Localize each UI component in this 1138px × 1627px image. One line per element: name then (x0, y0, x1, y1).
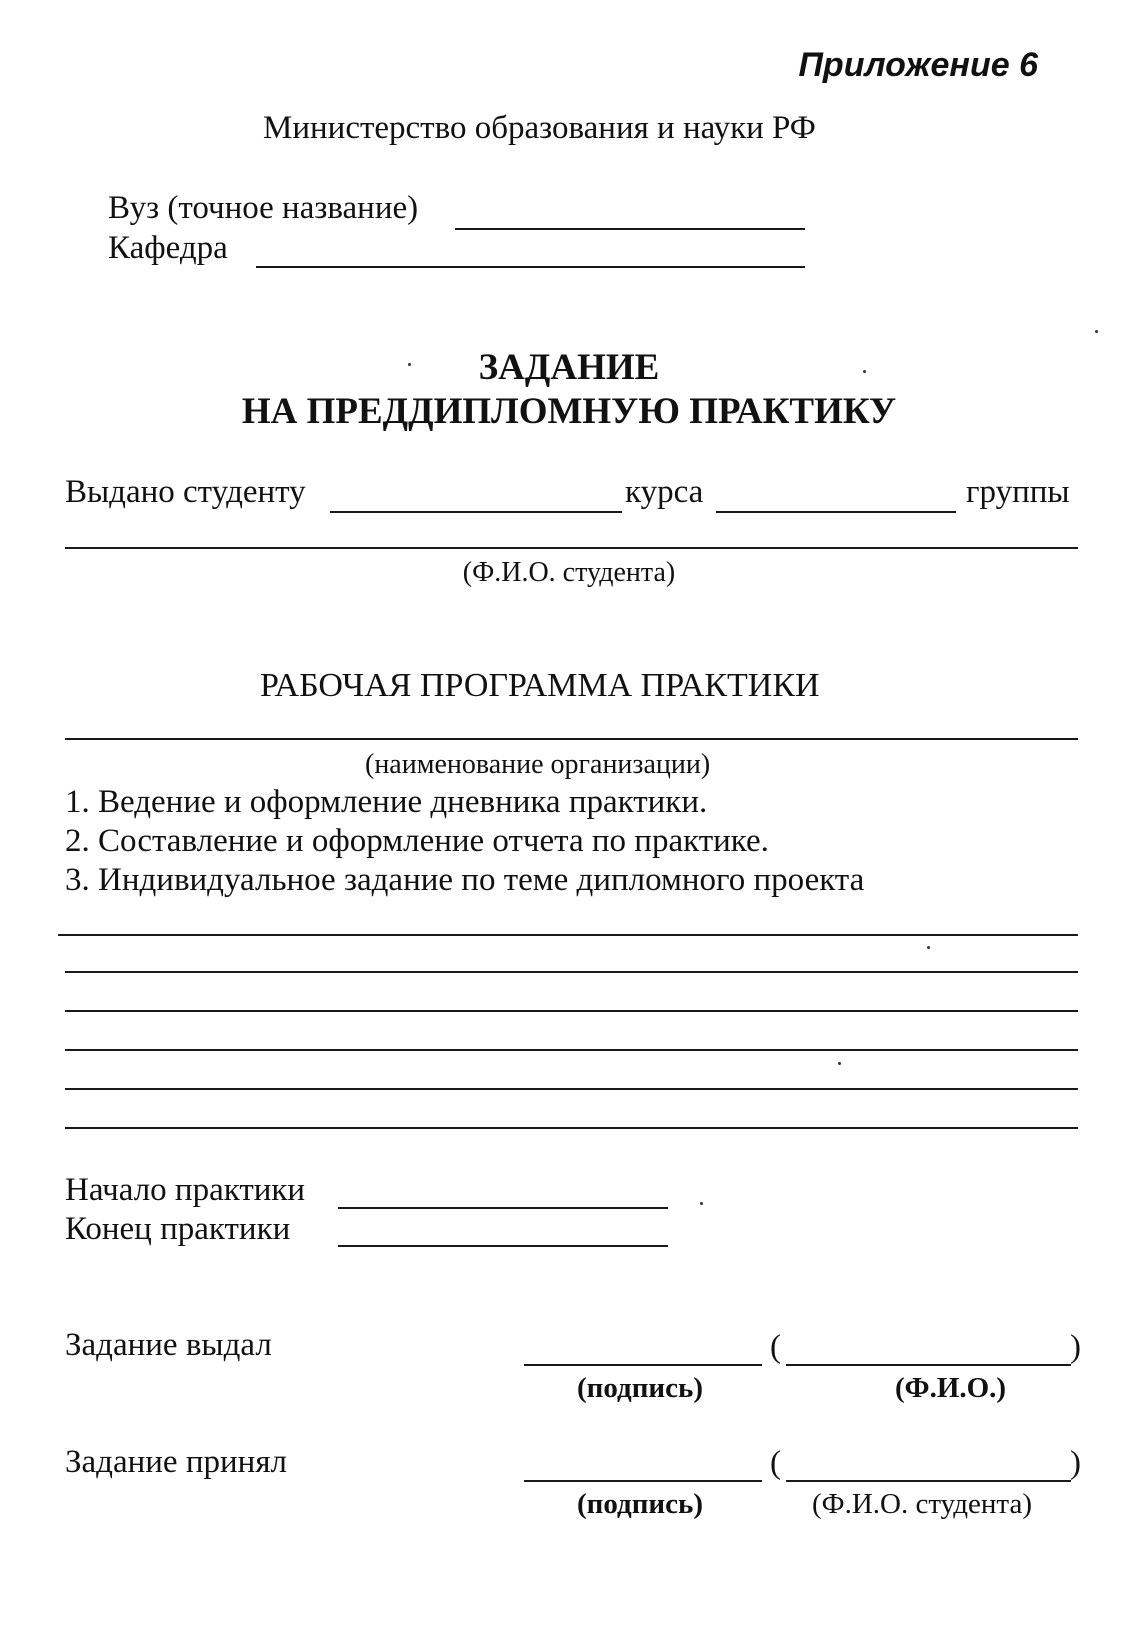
student-name-signature-field[interactable] (786, 1480, 1071, 1482)
scan-speck (927, 946, 930, 949)
task-line-4[interactable] (65, 1049, 1078, 1051)
scan-speck (1095, 330, 1098, 333)
task-line-5[interactable] (65, 1088, 1078, 1090)
student-name-caption: (Ф.И.О. студента) (462, 557, 676, 588)
issuer-signature-field[interactable] (524, 1364, 762, 1366)
issued-by-label: Задание выдал (65, 1327, 272, 1363)
department-label: Кафедра (108, 230, 228, 266)
issuer-open-paren: ( (770, 1329, 781, 1365)
student-signature-caption: (подпись) (577, 1488, 703, 1520)
scan-speck (408, 363, 411, 366)
appendix-label: Приложение 6 (798, 46, 1038, 84)
task-line-3[interactable] (65, 1010, 1078, 1012)
scan-speck (700, 1202, 703, 1205)
university-label: Вуз (точное название) (108, 190, 419, 226)
student-name-field[interactable] (330, 511, 622, 513)
end-date-label: Конец практики (65, 1211, 291, 1247)
scan-speck (838, 1062, 841, 1065)
issuer-name-caption: (Ф.И.О.) (895, 1372, 1007, 1404)
program-item-1: 1. Ведение и оформление дневника практики. (65, 784, 708, 820)
program-item-2: 2. Составление и оформление отчета по практике. (65, 823, 769, 859)
start-date-label: Начало практики (65, 1172, 306, 1208)
ministry-title: Министерство образования и науки РФ (263, 110, 816, 146)
issuer-signature-caption: (подпись) (577, 1372, 703, 1404)
scan-speck (863, 370, 866, 373)
department-field[interactable] (256, 266, 805, 268)
student-close-paren: ) (1070, 1445, 1081, 1481)
start-date-field[interactable] (338, 1207, 668, 1209)
course-label: курса (625, 474, 704, 510)
issuer-name-field[interactable] (786, 1364, 1071, 1366)
end-date-field[interactable] (338, 1245, 668, 1247)
task-line-1[interactable] (58, 934, 1078, 936)
course-field[interactable] (716, 511, 956, 513)
issuer-close-paren: ) (1070, 1329, 1081, 1365)
student-name-caption: (Ф.И.О. студента) (812, 1488, 1032, 1520)
university-field[interactable] (455, 228, 805, 230)
student-signature-field[interactable] (524, 1480, 762, 1482)
task-line-2[interactable] (65, 971, 1078, 973)
organization-caption: (наименование организации) (365, 749, 711, 780)
program-item-3: 3. Индивидуальное задание по теме дипломного проекта (65, 862, 865, 898)
student-fullname-field[interactable] (65, 547, 1078, 549)
accepted-by-label: Задание принял (65, 1444, 287, 1480)
task-line-6[interactable] (65, 1127, 1078, 1129)
group-label: группы (966, 474, 1070, 510)
issued-to-label: Выдано студенту (65, 474, 306, 510)
student-open-paren: ( (770, 1445, 781, 1481)
document-title-line1: ЗАДАНИЕ (478, 347, 660, 388)
document-title-line2: НА ПРЕДДИПЛОМНУЮ ПРАКТИКУ (241, 391, 897, 432)
organization-field[interactable] (65, 738, 1078, 740)
program-heading: РАБОЧАЯ ПРОГРАММА ПРАКТИКИ (260, 667, 820, 704)
